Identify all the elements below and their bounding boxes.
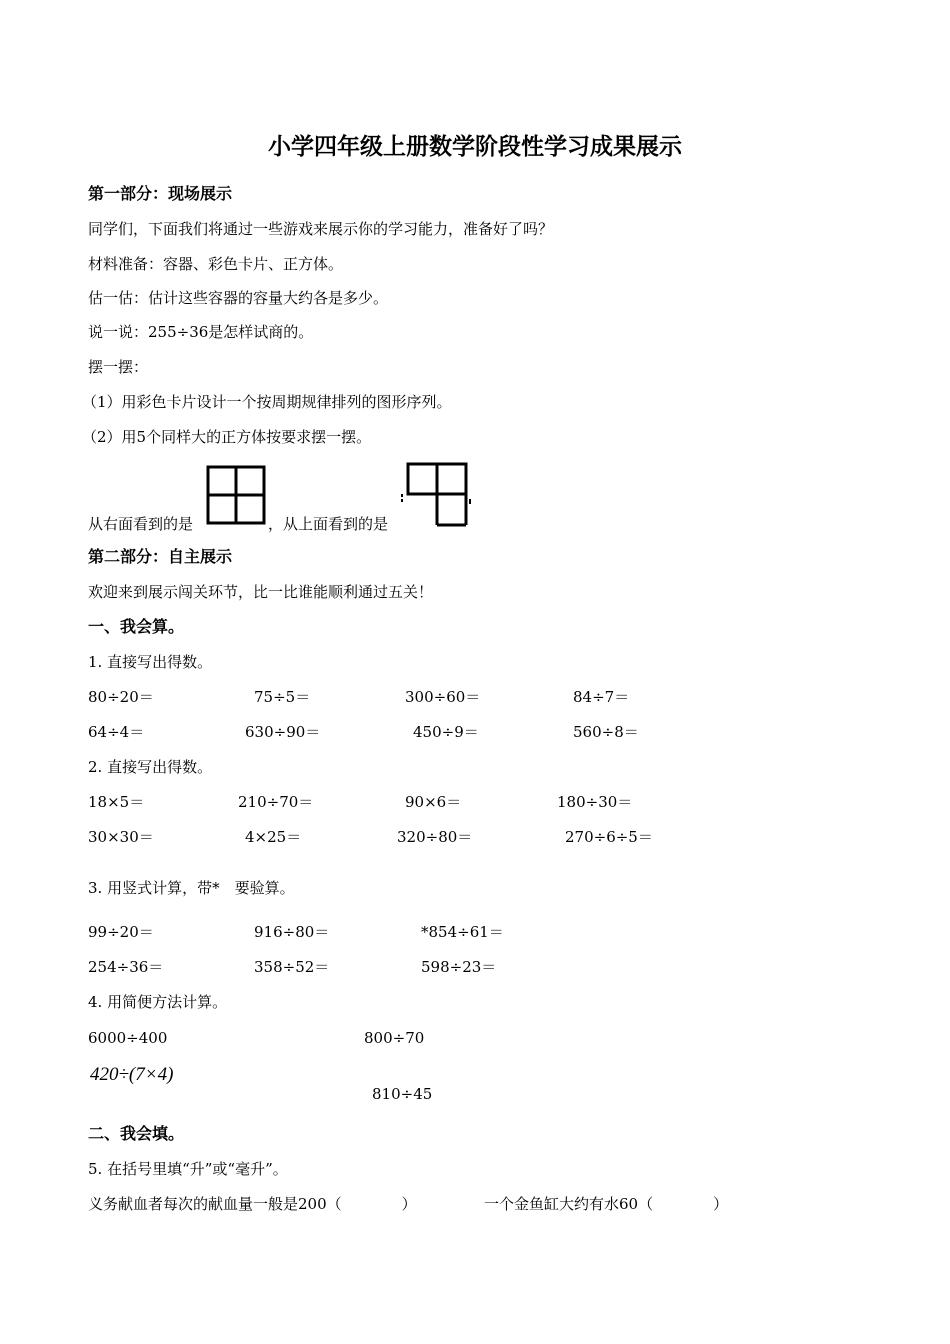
part2-intro: 欢迎来到展示闯关环节，比一比谁能顺利通过五关！ — [88, 583, 434, 601]
right-view-figure — [206, 465, 266, 527]
q1-expr: 64÷4＝ — [88, 723, 145, 741]
q3-expr: 358÷52＝ — [254, 958, 330, 976]
arrange-item-2: （2）用5个同样大的正方体按要求摆一摆。 — [82, 428, 372, 446]
q3-expr: 254÷36＝ — [88, 958, 164, 976]
q4-expr: 800÷70 — [364, 1029, 425, 1047]
q1-label: 1. 直接写出得数。 — [88, 653, 213, 671]
q5-item-a: 义务献血者每次的献血量一般是200（ ） — [88, 1195, 417, 1213]
q1-expr: 84÷7＝ — [573, 688, 630, 706]
view-top-label: ，从上面看到的是 — [268, 515, 389, 533]
materials-line: 材料准备：容器、彩色卡片、正方体。 — [88, 255, 344, 273]
q1-expr: 630÷90＝ — [245, 723, 321, 741]
section2-heading: 二、我会填。 — [88, 1124, 185, 1143]
q2-expr: 210÷70＝ — [238, 793, 314, 811]
q5-label: 5. 在括号里填“升”或“毫升”。 — [88, 1160, 288, 1178]
q1-expr: 560÷8＝ — [573, 723, 639, 741]
part1-heading: 第一部分：现场展示 — [88, 184, 233, 203]
section1-heading: 一、我会算。 — [88, 617, 185, 636]
q2-label: 2. 直接写出得数。 — [88, 758, 213, 776]
page-title: 小学四年级上册数学阶段性学习成果展示 — [268, 134, 682, 160]
q3-expr: *854÷61＝ — [421, 923, 504, 941]
q2-expr: 180÷30＝ — [557, 793, 633, 811]
q2-expr: 90×6＝ — [405, 793, 462, 811]
arrange-item-1: （1）用彩色卡片设计一个按周期规律排列的图形序列。 — [82, 393, 452, 411]
arrange-line: 摆一摆： — [88, 358, 149, 376]
part2-heading: 第二部分：自主展示 — [88, 547, 233, 566]
q3-expr: 99÷20＝ — [88, 923, 154, 941]
q1-expr: 75÷5＝ — [254, 688, 311, 706]
q2-expr: 270÷6÷5＝ — [565, 828, 653, 846]
q3-expr: 598÷23＝ — [421, 958, 497, 976]
q2-expr: 320÷80＝ — [397, 828, 473, 846]
q4-expr: 6000÷400 — [88, 1029, 168, 1047]
part1-intro: 同学们，下面我们将通过一些游戏来展示你的学习能力，准备好了吗？ — [88, 220, 554, 238]
q2-expr: 4×25＝ — [245, 828, 302, 846]
top-view-figure — [398, 461, 474, 529]
q1-expr: 450÷9＝ — [413, 723, 479, 741]
q3-label: 3. 用竖式计算，带* 要验算。 — [88, 879, 295, 897]
view-right-label: 从右面看到的是 — [88, 515, 194, 533]
q1-expr: 80÷20＝ — [88, 688, 154, 706]
q4-expr-formula: 420÷(7×4) — [90, 1064, 174, 1085]
q5-item-b: 一个金鱼缸大约有水60（ ） — [484, 1195, 729, 1213]
q2-expr: 18×5＝ — [88, 793, 145, 811]
q4-expr: 810÷45 — [372, 1085, 433, 1103]
q2-expr: 30×30＝ — [88, 828, 154, 846]
estimate-line: 估一估：估计这些容器的容量大约各是多少。 — [88, 289, 389, 307]
say-line: 说一说：255÷36是怎样试商的。 — [88, 323, 314, 341]
q1-expr: 300÷60＝ — [405, 688, 481, 706]
q3-expr: 916÷80＝ — [254, 923, 330, 941]
q4-label: 4. 用简便方法计算。 — [88, 993, 228, 1011]
